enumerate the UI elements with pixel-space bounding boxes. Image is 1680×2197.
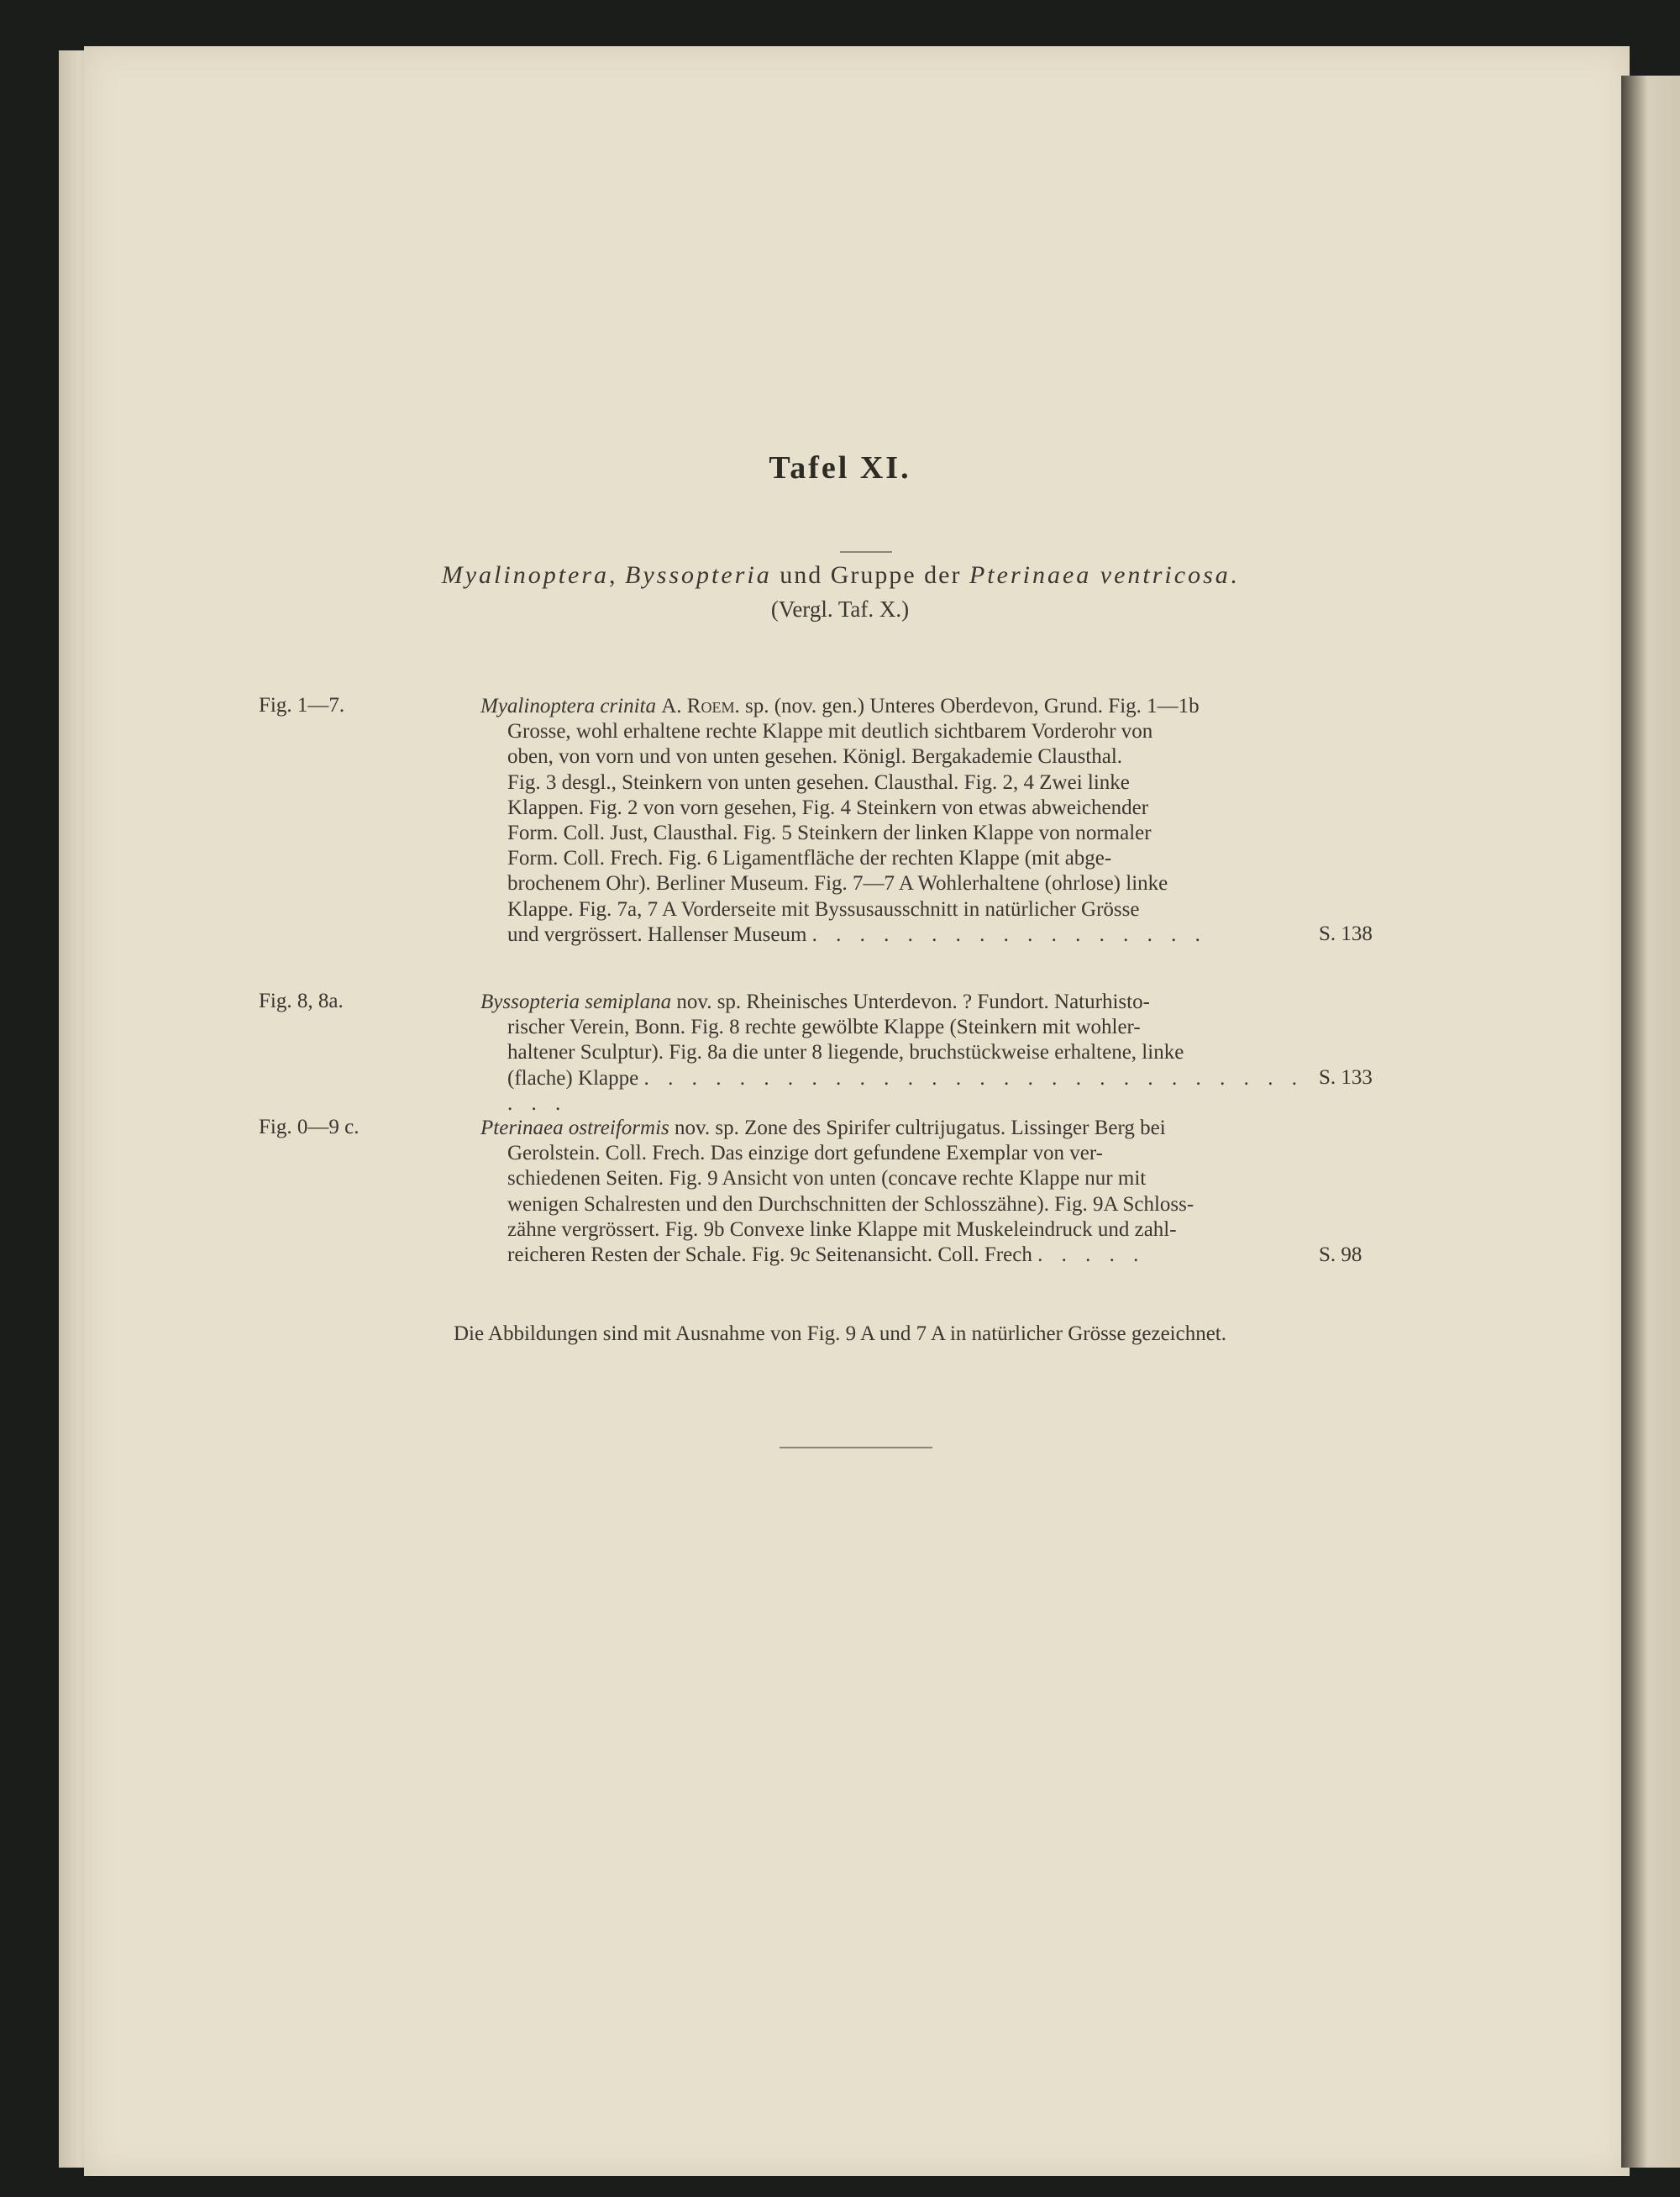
entry-description [480, 990, 1304, 1117]
leader-dots: . . . . . . . . . . . . . . . . . . . . . . . . . . . . . . . [507, 1066, 1305, 1115]
page-reference: S. 98 [1319, 1243, 1362, 1266]
entry-line [507, 1243, 1304, 1268]
entry-line: schiedenen Seiten. Fig. 9 Ansicht von unten (concave rechte Klappe nur mit [507, 1167, 1147, 1190]
subtitle-middle: und Gruppe der [771, 561, 969, 589]
entry-line-text: (flache) Klappe [507, 1066, 639, 1090]
entry-continuation [507, 1141, 1304, 1268]
entry-line [480, 1116, 1304, 1141]
entry-line: Form. Coll. Just, Clausthal. Fig. 5 Steinkern der linken Klappe von normaler [507, 822, 1152, 845]
author: A. Roem. [661, 695, 740, 717]
species-name: Pterinaea ostreiformis [480, 1117, 669, 1139]
figure-label: Fig. 8, 8a. [259, 990, 344, 1012]
entry-line: rischer Verein, Bonn. Fig. 8 rechte gewölbte Klappe (Steinkern mit wohler- [507, 1016, 1141, 1039]
subtitle-end: . [1230, 561, 1239, 589]
subtitle-sep: , [609, 561, 626, 589]
title-rule [840, 551, 892, 553]
entry-description [480, 1116, 1304, 1268]
genus-byssopteria: Byssopteria [625, 561, 772, 589]
footer-note: Die Abbildungen sind mit Ausnahme von Fig. 9 A und 7 A in natürlicher Grösse gezeichnet. [453, 1322, 1227, 1345]
figure-label: Fig. 0—9 c. [259, 1116, 360, 1138]
entry-line-text: nov. sp. Rheinisches Unterdevon. ? Fundort. Naturhisto- [676, 991, 1150, 1013]
genus-myalinoptera: Myalinoptera [441, 561, 610, 589]
entry-line: wenigen Schalresten und den Durchschnitten der Schlosszähne). Fig. 9A Schloss- [507, 1192, 1194, 1216]
species-name: Myalinoptera crinita [480, 695, 656, 717]
entry-line: Grosse, wohl erhaltene rechte Klappe mit deutlich sichtbarem Vorderohr von [507, 720, 1153, 744]
entry-line [507, 1066, 1304, 1117]
entry-line: Klappe. Fig. 7a, 7 A Vorderseite mit Byssusausschnitt in natürlicher Grösse [507, 897, 1140, 921]
entry-line: haltener Sculptur). Fig. 8a die unter 8 liegende, bruchstückweise erhaltene, linke [507, 1041, 1184, 1064]
entry-line: Gerolstein. Coll. Frech. Das einzige dort gefundene Exemplar von ver- [507, 1142, 1103, 1165]
entry-line: Fig. 3 desgl., Steinkern von unten gesehen. Clausthal. Fig. 2, 4 Zwei linke [507, 770, 1130, 794]
entry-continuation [507, 719, 1304, 948]
entry-line-text: sp. (nov. gen.) Unteres Oberdevon, Grund. Fig. 1—1b [744, 695, 1200, 717]
entry-line: brochenem Ohr). Berliner Museum. Fig. 7—7 A Wohlerhaltene (ohrlose) linke [507, 872, 1168, 896]
entry-line: Form. Coll. Frech. Fig. 6 Ligamentfläche der rechten Klappe (mit abge- [507, 847, 1112, 870]
page-reference: S. 138 [1319, 922, 1373, 945]
entry-description [480, 694, 1304, 948]
plate-title: Tafel XI. [769, 450, 911, 486]
entry-line-text: nov. sp. Zone des Spirifer cultrijugatus. Lissinger Berg bei [675, 1117, 1166, 1139]
end-rule [780, 1447, 932, 1448]
entry-continuation [507, 1015, 1304, 1117]
entry-line [507, 922, 1304, 948]
entry-line [480, 694, 1304, 719]
entry-line-text: und vergrössert. Hallenser Museum [507, 922, 807, 946]
entry-line: Klappen. Fig. 2 von vorn gesehen, Fig. 4 Steinkern von etwas abweichender [507, 796, 1149, 819]
cross-reference: (Vergl. Taf. X.) [770, 597, 910, 622]
leader-dots: . . . . . . . . . . . . . . . . . [811, 922, 1207, 946]
page-reference: S. 133 [1319, 1066, 1373, 1089]
entry-line [480, 990, 1304, 1015]
figure-label: Fig. 1—7. [259, 694, 345, 717]
entry-line-text: reicheren Resten der Schale. Fig. 9c Seitenansicht. Coll. Frech [507, 1243, 1032, 1267]
plate-subtitle [0, 561, 1680, 590]
species-name: Byssopteria semiplana [480, 991, 672, 1013]
entry-line: zähne vergrössert. Fig. 9b Convexe linke Klappe mit Muskeleindruck und zahl- [507, 1217, 1177, 1241]
leader-dots: . . . . . [1037, 1243, 1146, 1267]
entry-line: oben, von vorn und von unten gesehen. Königl. Bergakademie Clausthal. [507, 745, 1123, 769]
group-pterinaea: Pterinaea ventricosa [969, 561, 1231, 589]
